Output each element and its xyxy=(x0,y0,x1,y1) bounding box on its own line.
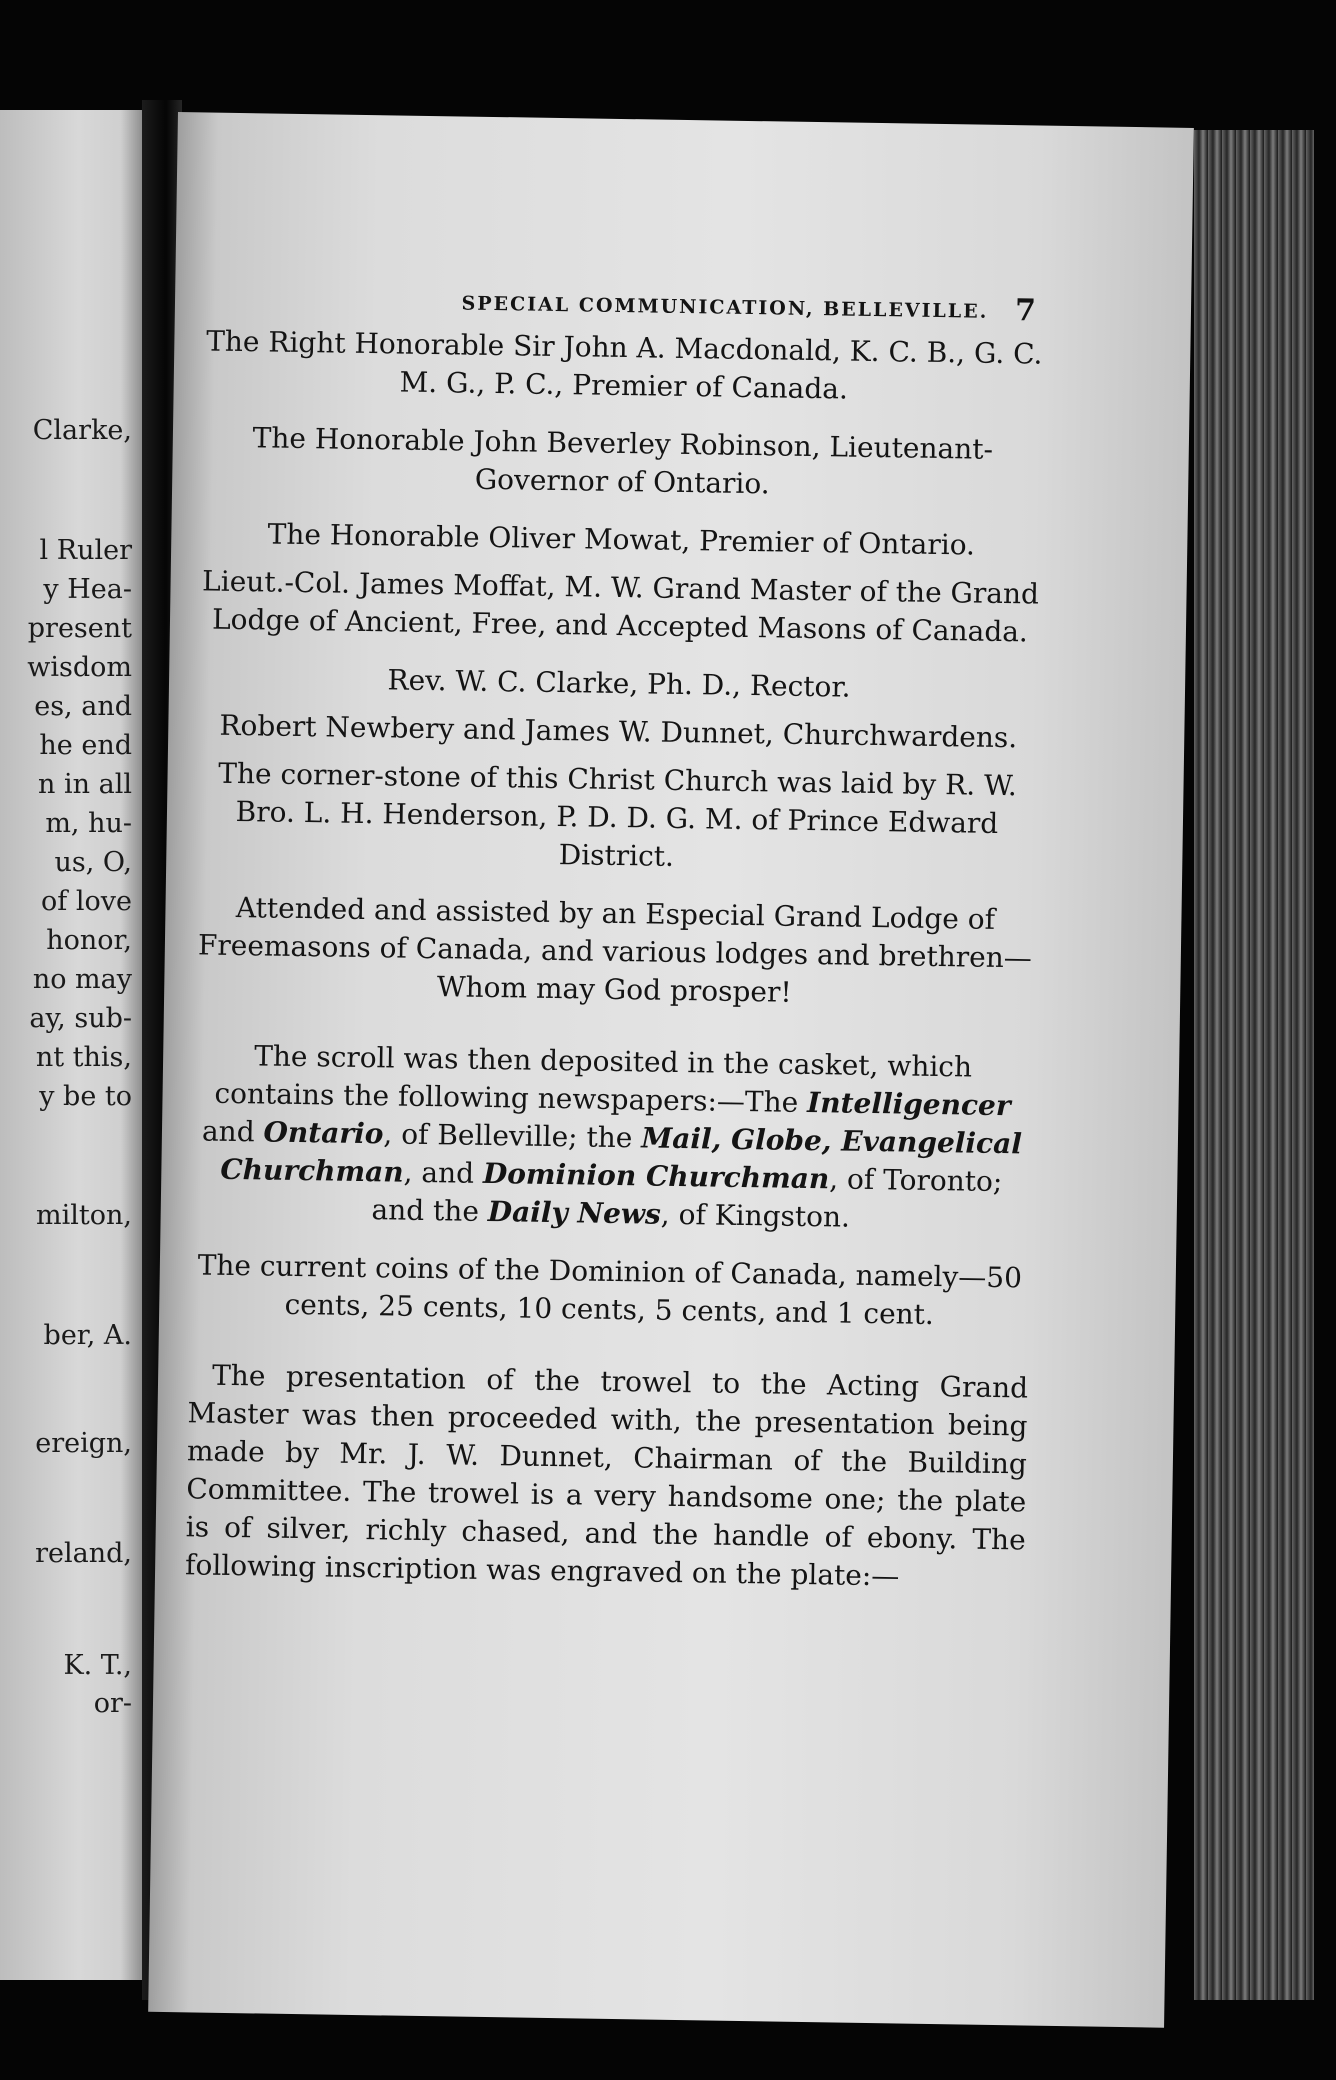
left-page-fragment: y be to xyxy=(39,1081,132,1112)
place-text: , of Kingston. xyxy=(660,1197,851,1234)
left-page-fragment: honor, xyxy=(46,925,132,956)
page-number: 7 xyxy=(1014,293,1037,329)
left-page-fragment: m, hu- xyxy=(45,808,132,839)
page-edges xyxy=(1194,130,1314,2000)
left-page-fragment: ber, A. xyxy=(43,1320,132,1351)
page-body xyxy=(185,322,1045,1597)
dignitary-entry: Robert Newbery and James W. Dunnet, Churchwardens. xyxy=(219,708,1018,755)
newspaper-title: Intelligencer xyxy=(806,1086,1011,1123)
left-page-fragment: no may xyxy=(32,964,132,995)
left-page-fragment: wisdom xyxy=(27,652,132,683)
right-page xyxy=(148,112,1194,2028)
left-page-fragment: y Hea- xyxy=(43,574,132,605)
place-text: , of Belleville; the xyxy=(383,1117,633,1155)
left-page-fragment: l Ruler xyxy=(39,535,132,566)
left-page-fragment: ay, sub- xyxy=(29,1003,132,1034)
running-title: SPECIAL COMMUNICATION, BELLEVILLE. xyxy=(461,292,989,323)
left-page-fragment: nt this, xyxy=(35,1042,132,1073)
newspaper-title: Daily News xyxy=(487,1195,662,1231)
left-page-fragment: present xyxy=(27,613,132,644)
left-page-fragment: K. T., xyxy=(63,1650,132,1681)
scroll-paragraph xyxy=(190,1036,1033,1239)
dignitary-entry: The Right Honorable Sir John A. Macdonald, K. C. B., G. C. M. G., P. C., Premier of Canada. xyxy=(205,324,1043,406)
left-page-fragment: of love xyxy=(41,886,132,917)
newspaper-title: Mail, Globe, Evangelical Churchman xyxy=(220,1121,1023,1189)
left-page-fragment: he end xyxy=(39,730,132,761)
left-page-fragment: us, O, xyxy=(54,847,132,878)
left-page-fragment: or- xyxy=(93,1688,132,1719)
attendance-entry: Attended and assisted by an Especial Grand Lodge of Freemasons of Canada, and various lodges and brethren— xyxy=(197,891,1033,975)
left-page-fragment: Clarke, xyxy=(32,415,132,446)
dignitary-entry: The Honorable Oliver Mowat, Premier of Ontario. xyxy=(267,517,976,562)
dignitary-entry: The Honorable John Beverley Robinson, Lieutenant-Governor of Ontario. xyxy=(252,421,994,501)
left-page-fragment: es, and xyxy=(34,691,132,722)
blessing-line: Whom may God prosper! xyxy=(436,970,792,1009)
place-text: , of Toronto; and the xyxy=(371,1162,1003,1228)
cornerstone-entry: The corner-stone of this Christ Church was laid by R. W. Bro. L. H. Henderson, P. D. D. G. M. of Prince Edward District. xyxy=(218,756,1018,873)
left-page-fragment: ereign, xyxy=(35,1428,132,1459)
dignitary-entry: Lieut.-Col. James Moffat, M. W. Grand Master of the Grand Lodge of Ancient, Free, and Accepted Masons of Canada. xyxy=(201,564,1040,649)
trowel-paragraph: The presentation of the trowel to the Acting Grand Master was then proceeded with, the presentation being made by Mr. J. W. Dunnet, Chairman of the Building Committee. The trowel is a very handsome one; the plate is of silver, richly chased, and the handle of ebony. The following inscription was engraved on the plate:— xyxy=(184,1358,1029,1593)
conjunction: , and xyxy=(403,1155,475,1190)
left-page-fragment: n in all xyxy=(38,769,132,800)
newspaper-title: Dominion Churchman xyxy=(482,1156,830,1196)
coins-paragraph: The current coins of the Dominion of Canada, namely—50 cents, 25 cents, 10 cents, 5 cents, and 1 cent. xyxy=(197,1248,1023,1332)
dignitary-entry: Rev. W. C. Clarke, Ph. D., Rector. xyxy=(387,663,851,704)
left-page xyxy=(0,110,142,1980)
conjunction: and xyxy=(201,1114,255,1149)
newspaper-title: Ontario xyxy=(263,1115,384,1151)
scroll-lead: The scroll was then deposited in the casket, which contains the following newspapers:—The xyxy=(214,1039,973,1119)
left-page-fragment: reland, xyxy=(35,1538,132,1569)
left-page-fragment: milton, xyxy=(36,1200,132,1231)
